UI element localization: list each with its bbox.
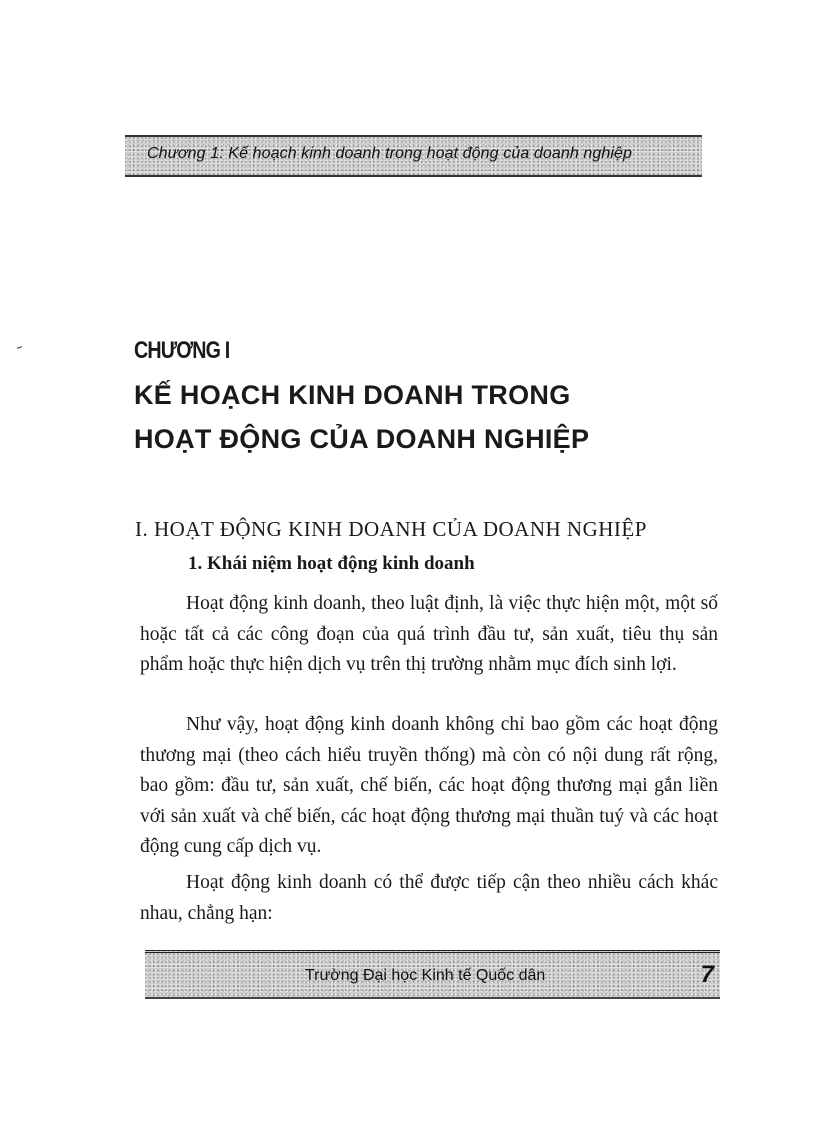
- running-header: [125, 135, 702, 177]
- running-footer: [145, 950, 720, 999]
- body-paragraph: Hoạt động kinh doanh, theo luật định, là việc thực hiện một, một số hoặc tất cả các công đoạn của quá trình đầu tư, sản xuất, tiêu thụ sản phẩm hoặc thực hiện dịch vụ trên thị trường nhằm mục đích sinh lợi.: [140, 593, 718, 675]
- chapter-label: CHƯƠNG I: [134, 337, 230, 364]
- footer-institution: Trường Đại học Kinh tế Quốc dân: [305, 967, 546, 984]
- running-header-title: Chương 1: Kế hoạch kinh doanh trong hoạt động của doanh nghiệp: [147, 145, 633, 162]
- page-number: 7: [700, 961, 714, 988]
- chapter-title-line: KẾ HOẠCH KINH DOANH TRONG: [134, 380, 571, 410]
- body-paragraph: Như vậy, hoạt động kinh doanh không chỉ bao gồm các hoạt động thương mại (theo cách hiểu truyền thống) mà còn có nội dung rất rộng, bao gồm: đầu tư, sản xuất, chế biến, các hoạt động thương mại gắn liền với sản xuất và chế biến, các hoạt động thương mại thuần tuý và các hoạt động cung cấp dịch vụ.: [140, 714, 718, 857]
- scan-artifact: [17, 346, 22, 349]
- section-heading: I. HOẠT ĐỘNG KINH DOANH CỦA DOANH NGHIỆP: [135, 517, 647, 541]
- chapter-title-line: HOẠT ĐỘNG CỦA DOANH NGHIỆP: [134, 424, 590, 454]
- body-paragraph: Hoạt động kinh doanh có thể được tiếp cận theo nhiều cách khác nhau, chẳng hạn:: [140, 872, 718, 924]
- chapter-title: [134, 373, 589, 461]
- subsection-heading: 1. Khái niệm hoạt động kinh doanh: [188, 553, 475, 574]
